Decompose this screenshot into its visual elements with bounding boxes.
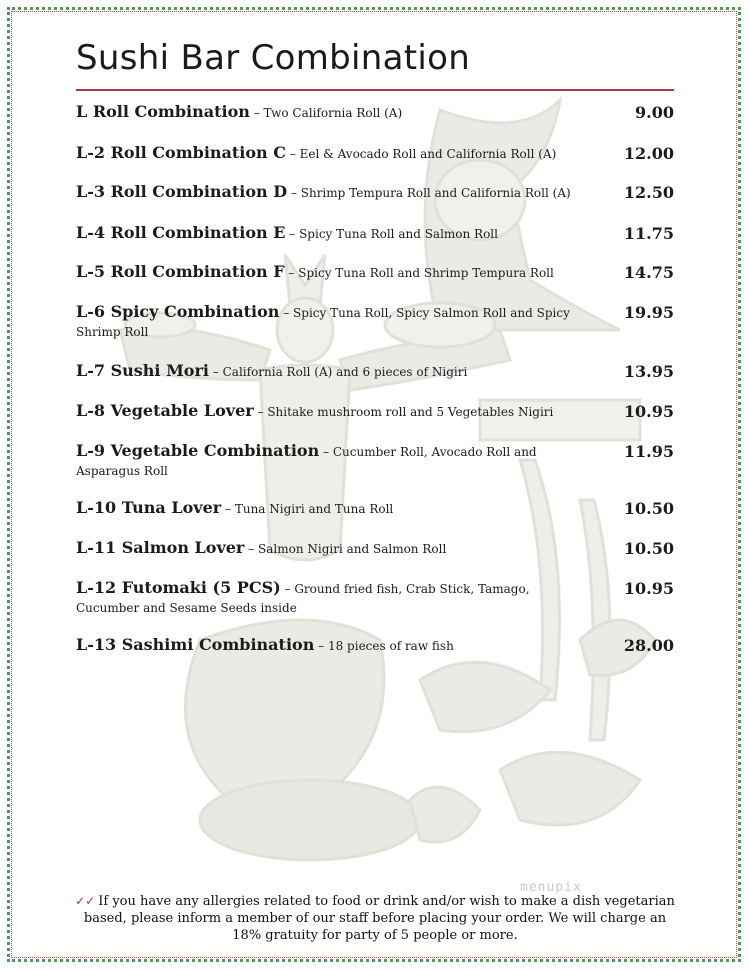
item-price: 11.75 bbox=[623, 224, 674, 243]
item-name: L-3 Roll Combination D bbox=[76, 182, 288, 201]
menu-item bbox=[76, 263, 674, 282]
item-name: L-12 Futomaki (5 PCS) bbox=[76, 578, 281, 597]
item-separator: – bbox=[221, 502, 235, 516]
item-description: Spicy Tuna Roll, Spicy Salmon Roll and Spicy Shrimp Roll bbox=[76, 306, 570, 339]
item-name: L-9 Vegetable Combination bbox=[76, 441, 320, 460]
item-description: Spicy Tuna Roll and Salmon Roll bbox=[299, 227, 498, 241]
item-description: Two California Roll (A) bbox=[263, 106, 403, 120]
item-separator: – bbox=[279, 306, 294, 320]
item-price: 10.95 bbox=[623, 402, 674, 421]
menu-item bbox=[76, 402, 674, 421]
item-name: L Roll Combination bbox=[76, 102, 250, 121]
item-name: L-8 Vegetable Lover bbox=[76, 401, 254, 420]
menu-item bbox=[76, 224, 674, 243]
item-price: 12.00 bbox=[623, 144, 674, 163]
item-price: 10.50 bbox=[623, 539, 674, 558]
item-name: L-11 Salmon Lover bbox=[76, 538, 245, 557]
menu-item bbox=[76, 103, 674, 122]
item-price: 28.00 bbox=[623, 636, 674, 655]
item-description: California Roll (A) and 6 pieces of Nigiri bbox=[222, 365, 468, 379]
item-name: L-6 Spicy Combination bbox=[76, 302, 280, 321]
menu-item bbox=[76, 362, 674, 381]
item-price: 11.95 bbox=[623, 442, 674, 461]
menu-item bbox=[76, 499, 674, 518]
menu-item bbox=[76, 579, 674, 617]
menu-item bbox=[76, 539, 674, 558]
item-description: 18 pieces of raw fish bbox=[327, 639, 454, 653]
watermark: menupix bbox=[520, 880, 582, 895]
item-price: 10.95 bbox=[623, 579, 674, 598]
item-name: L-4 Roll Combination E bbox=[76, 223, 286, 242]
item-description: Ground fried fish, Crab Stick, Tamago, Cucumber and Sesame Seeds inside bbox=[76, 582, 530, 615]
allergy-note bbox=[70, 893, 680, 944]
item-separator: – bbox=[285, 147, 300, 161]
menu-item bbox=[76, 636, 674, 655]
item-separator: – bbox=[319, 445, 333, 459]
item-description: Cucumber Roll, Avocado Roll and Asparagus Roll bbox=[76, 445, 537, 478]
page-title: Sushi Bar Combination bbox=[76, 38, 471, 78]
menu-item bbox=[76, 442, 674, 480]
allergy-note-text: If you have any allergies related to food or drink and/or wish to make a dish vegetarian based, please inform a member of our staff before placing your order. We will charge an 18% gratuity for party of 5 people or more. bbox=[83, 894, 675, 943]
item-description: Shitake mushroom roll and 5 Vegetables Nigiri bbox=[267, 405, 554, 419]
item-description: Spicy Tuna Roll and Shrimp Tempura Roll bbox=[298, 266, 554, 280]
item-name: L-13 Sashimi Combination bbox=[76, 635, 315, 654]
item-description: Shrimp Tempura Roll and California Roll (A) bbox=[300, 186, 571, 200]
item-price: 10.50 bbox=[623, 499, 674, 518]
title-divider bbox=[76, 89, 674, 91]
item-price: 14.75 bbox=[623, 263, 674, 282]
item-name: L-7 Sushi Mori bbox=[76, 361, 209, 380]
item-price: 19.95 bbox=[623, 303, 674, 322]
item-separator: – bbox=[249, 106, 264, 120]
item-price: 9.00 bbox=[635, 103, 674, 122]
item-separator: – bbox=[285, 227, 300, 241]
item-separator: – bbox=[280, 582, 295, 596]
item-price: 12.50 bbox=[623, 183, 674, 202]
item-separator: – bbox=[244, 542, 258, 556]
item-name: L-5 Roll Combination F bbox=[76, 262, 285, 281]
item-name: L-2 Roll Combination C bbox=[76, 143, 286, 162]
menu-item bbox=[76, 144, 674, 163]
item-description: Tuna Nigiri and Tuna Roll bbox=[234, 502, 394, 516]
item-separator: – bbox=[314, 639, 328, 653]
menu-item bbox=[76, 303, 674, 341]
checkmark-icon: ✓✓ bbox=[75, 894, 96, 908]
item-description: Eel & Avocado Roll and California Roll (A) bbox=[299, 147, 557, 161]
item-name: L-10 Tuna Lover bbox=[76, 498, 222, 517]
item-description: Salmon Nigiri and Salmon Roll bbox=[258, 542, 447, 556]
item-separator: – bbox=[208, 365, 223, 379]
menu-item bbox=[76, 183, 674, 202]
item-separator: – bbox=[284, 266, 299, 280]
item-separator: – bbox=[253, 405, 268, 419]
item-separator: – bbox=[287, 186, 301, 200]
item-price: 13.95 bbox=[623, 362, 674, 381]
